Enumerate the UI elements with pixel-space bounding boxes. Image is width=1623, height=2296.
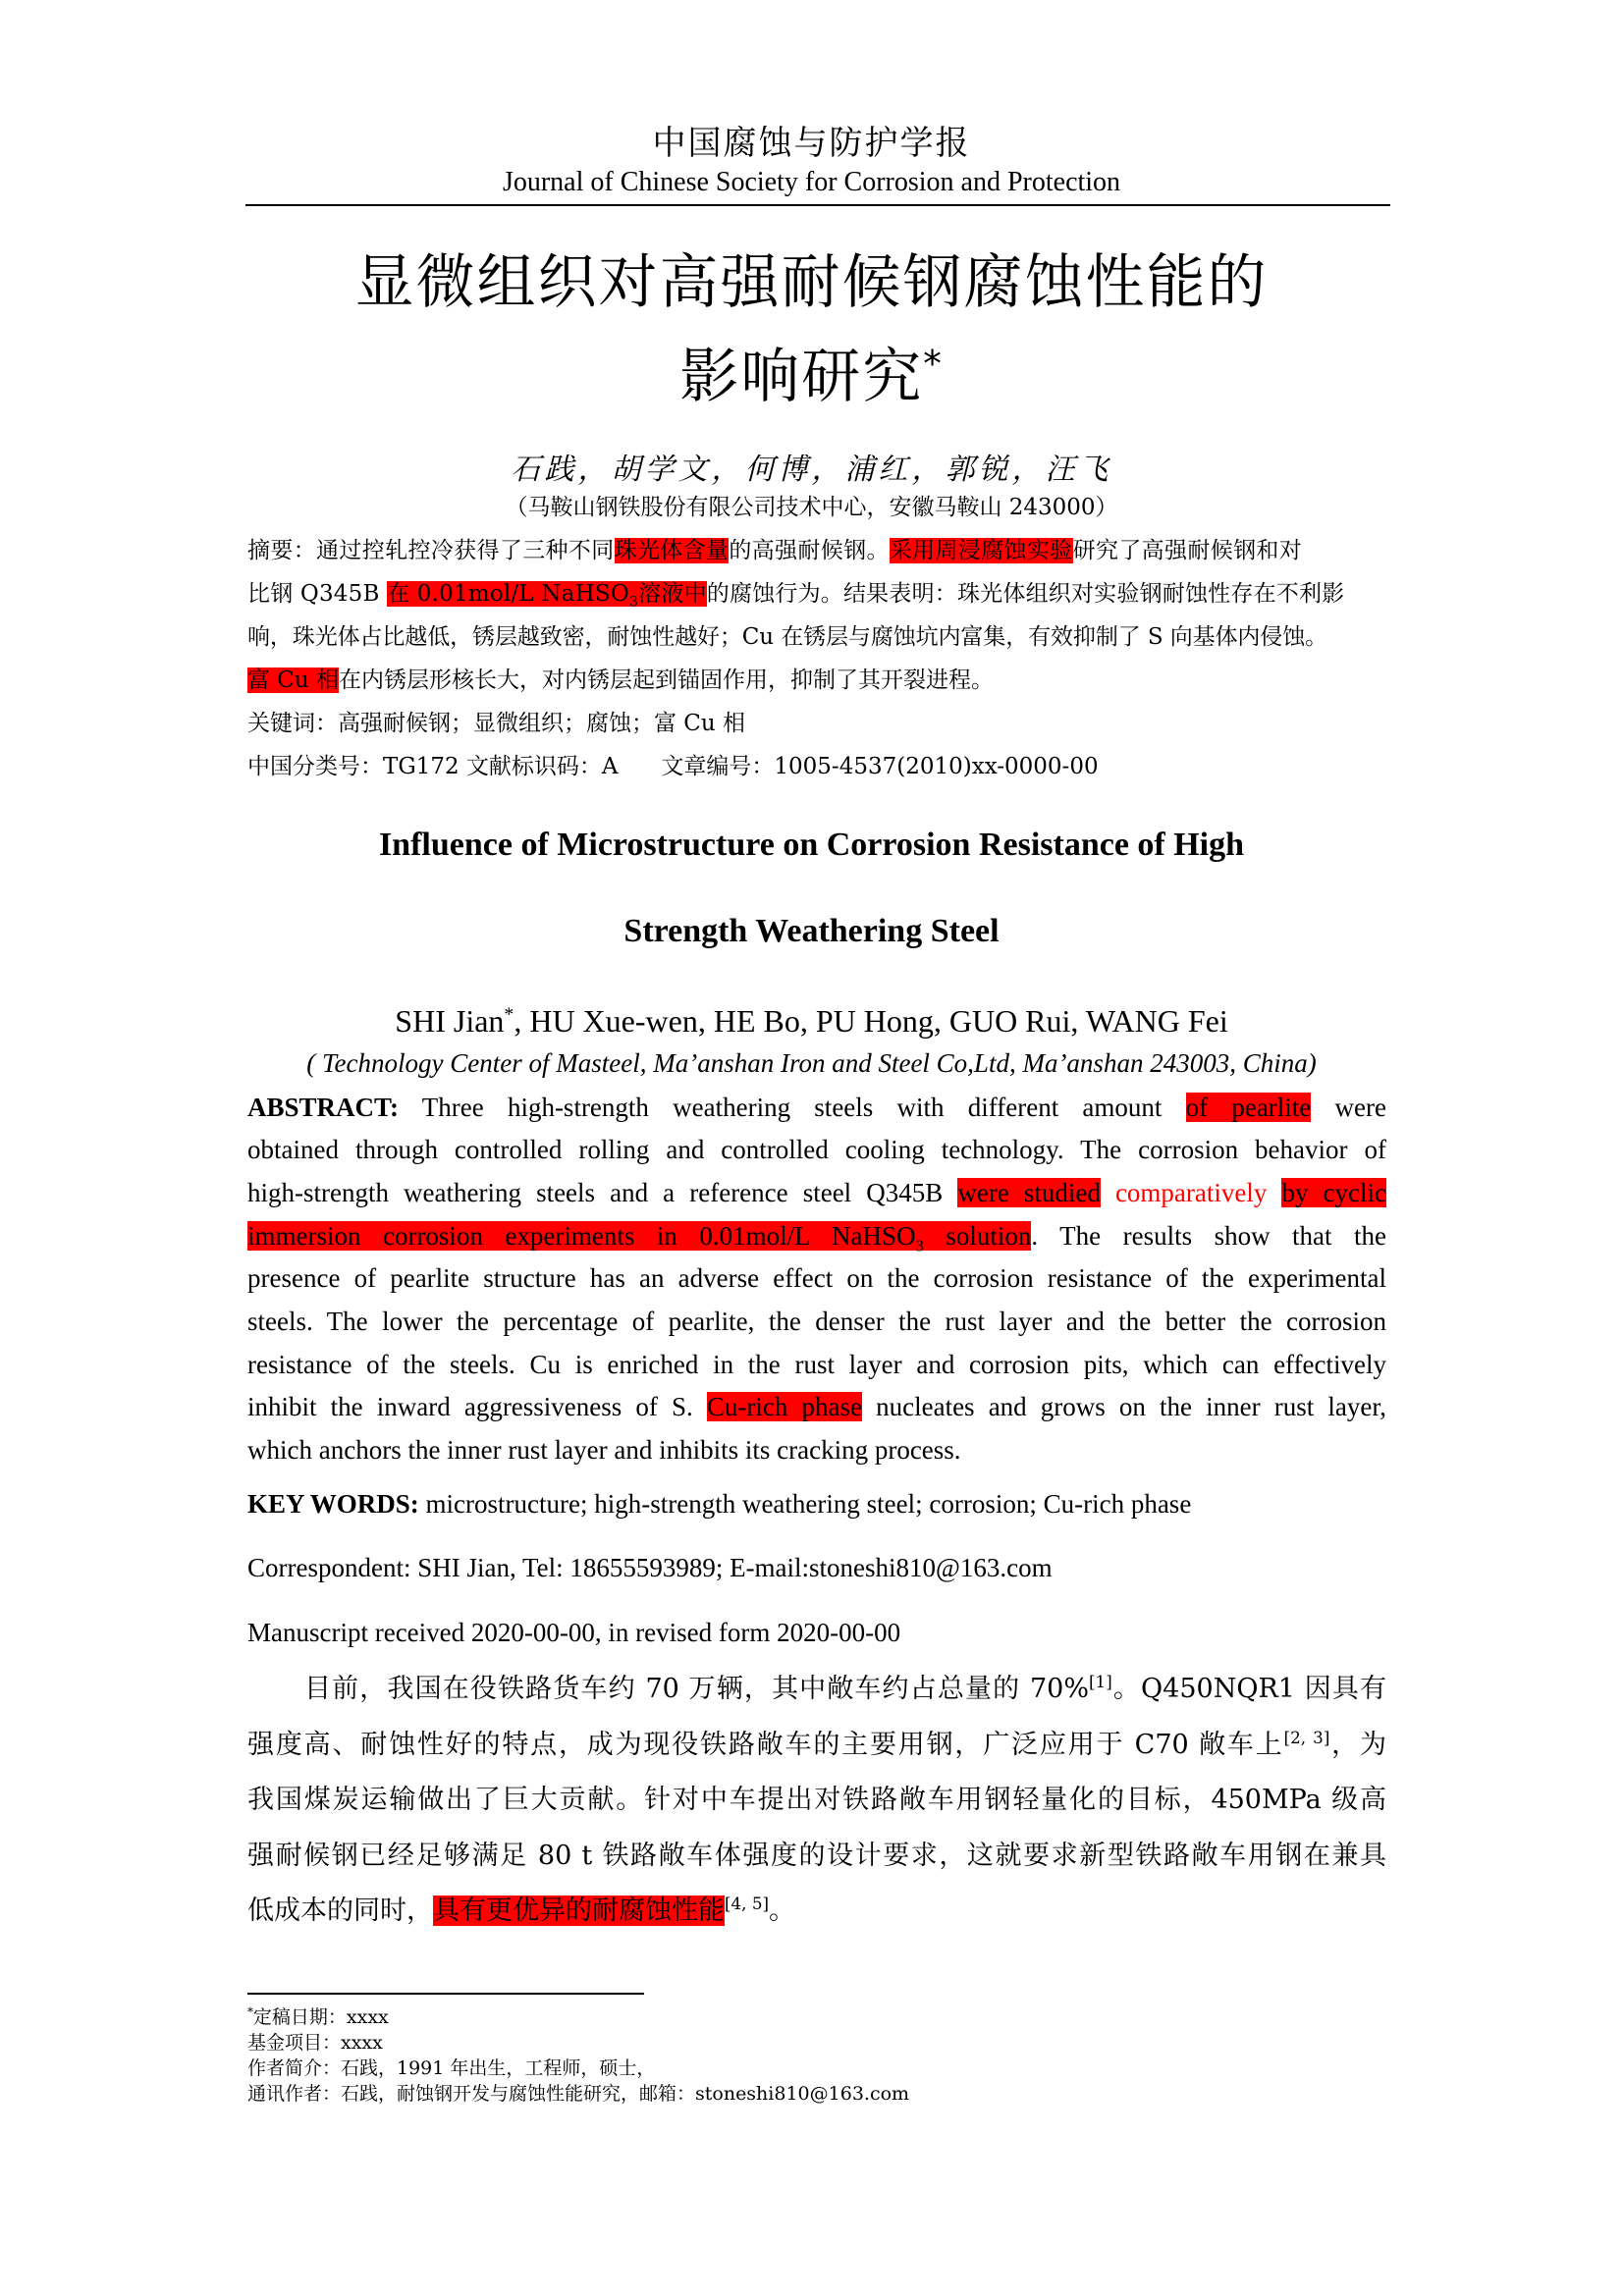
body-line-5 — [247, 1894, 1386, 1929]
keywords-en — [247, 1486, 1386, 1522]
classification-cn: 中国分类号：TG172 文献标识码：A 文章编号：1005-4537(2010)xx-0000-00 — [247, 754, 1099, 779]
citation-ref: [1] — [1089, 1672, 1112, 1691]
highlight-corrosion-performance: 具有更优异的耐腐蚀性能 — [433, 1896, 725, 1926]
citation-ref: [4, 5] — [725, 1894, 769, 1913]
highlight-of-pearlite: of pearlite — [1185, 1093, 1312, 1122]
highlight-text: solution — [923, 1221, 1032, 1251]
body-line-4: 强耐候钢已经足够满足 80 t 铁路敞车体强度的设计要求，这就要求新型铁路敞车用钢在兼具 — [247, 1841, 1386, 1871]
abstract-cn-line-4 — [247, 666, 1386, 695]
body-text: 。 — [769, 1896, 795, 1926]
authors-rest: , HU Xue-wen, HE Bo, PU Hong, GUO Rui, WANG Fei — [514, 1003, 1228, 1039]
title-footnote-mark: * — [923, 342, 944, 385]
abstract-cn-text: 的腐蚀行为。结果表明：珠光体组织对实验钢耐蚀性存在不利影 — [706, 581, 1345, 607]
abstract-en-text: Three high-strength weathering steels with different amount — [399, 1093, 1186, 1122]
footnote-text: 定稿日期：xxxx — [252, 2006, 389, 2028]
footnote-mark: * — [247, 2004, 253, 2019]
citation-ref: [2, 3] — [1283, 1728, 1330, 1747]
abstract-cn-text: 比钢 Q345B — [247, 581, 388, 607]
footnote-funding: 基金项目：xxxx — [247, 2032, 383, 2054]
abstract-cn-line-1 — [247, 536, 1386, 565]
abstract-en-line-7: resistance of the steels. Cu is enriched in the rust layer and corrosion pits, which can effectively — [247, 1350, 1386, 1379]
abstract-en-text: high-strength weathering steels and a reference steel Q345B — [247, 1178, 958, 1207]
journal-name-en: Journal of Chinese Society for Corrosion and Protection — [502, 167, 1121, 197]
abstract-en-text: nucleates and grows on the inner rust layer, — [862, 1392, 1386, 1421]
red-text-comparatively: comparatively — [1100, 1178, 1282, 1207]
body-text: 低成本的同时， — [247, 1896, 433, 1926]
abstract-en-text: . The results show that the — [1031, 1221, 1387, 1251]
author-first: SHI Jian — [395, 1003, 505, 1039]
title-en-line-1: Influence of Microstructure on Corrosion Resistance of High — [378, 827, 1245, 863]
abstract-en-line-2: obtained through controlled rolling and controlled cooling technology. The corrosion behavior of — [247, 1135, 1386, 1164]
abstract-en-line-4 — [247, 1218, 1386, 1254]
abstract-en-line-5: presence of pearlite structure has an adverse effect on the corrosion resistance of the experimental — [247, 1263, 1386, 1293]
abstract-en-text: were — [1311, 1093, 1386, 1122]
highlight-pearlite-content: 珠光体含量 — [614, 538, 730, 563]
abstract-en-line-9: which anchors the inner rust layer and inhibits its cracking process. — [247, 1435, 961, 1465]
highlight-cu-rich-phase: Cu-rich phase — [706, 1392, 862, 1421]
footnote-corresponding-author: 通讯作者：石践，耐蚀钢开发与腐蚀性能研究，邮箱：stoneshi810@163.com — [247, 2083, 910, 2105]
title-cn-line-1: 显微组织对高强耐候钢腐蚀性能的 — [354, 248, 1269, 317]
body-text: 强度高、耐蚀性好的特点，成为现役铁路敞车的主要用钢，广泛应用于 C70 敞车上 — [247, 1730, 1284, 1760]
abstract-en-line-3 — [247, 1175, 1386, 1210]
journal-name-cn: 中国腐蚀与防护学报 — [652, 124, 971, 163]
abstract-cn-text: 在内锈层形核长大，对内锈层起到锚固作用，抑制了其开裂进程。 — [339, 667, 995, 693]
subscript-3: 3 — [915, 1236, 924, 1255]
highlight-cyclic-immersion: 采用周浸腐蚀实验 — [889, 538, 1073, 563]
abstract-cn-line-3: 响，珠光体占比越低，锈层越致密，耐蚀性越好；Cu 在锈层与腐蚀坑内富集，有效抑制了 S 向基体内侵蚀。 — [247, 624, 1328, 650]
affiliation-cn: （马鞍山钢铁股份有限公司技术中心，安徽马鞍山 243000） — [505, 495, 1118, 520]
keywords-text: microstructure; high-strength weathering steel; corrosion; Cu-rich phase — [418, 1489, 1192, 1519]
highlight-text: immersion corrosion experiments in 0.01mol/L NaHSO — [247, 1221, 916, 1251]
highlight-by-cyclic: by cyclic — [1281, 1178, 1386, 1207]
title-cn-line-2 — [0, 330, 1623, 414]
highlight-cu-rich-phase-cn: 富 Cu 相 — [247, 667, 340, 693]
affiliation-en: ( Technology Center of Masteel, Ma’anshan Iron and Steel Co,Ltd, Ma’anshan 243003, China) — [306, 1048, 1317, 1078]
manuscript-received: Manuscript received 2020-00-00, in revised form 2020-00-00 — [247, 1618, 901, 1647]
solution-formula: 在 0.01mol/L NaHSO — [387, 581, 629, 607]
title-en-line-2: Strength Weathering Steel — [623, 913, 1000, 949]
body-text: ，为 — [1329, 1730, 1386, 1760]
keywords-label: KEY WORDS: — [247, 1489, 419, 1519]
highlight-were-studied: were studied — [957, 1178, 1101, 1207]
keywords-cn: 关键词：高强耐候钢；显微组织；腐蚀；富 Cu 相 — [247, 711, 746, 736]
highlight-solution-cn — [387, 581, 707, 611]
abstract-en-line-1 — [247, 1090, 1386, 1125]
correspondent: Correspondent: SHI Jian, Tel: 18655593989; E-mail:stoneshi810@163.com — [247, 1553, 1053, 1582]
abstract-cn-text: 的高强耐候钢。 — [729, 538, 890, 563]
abstract-en-line-6: steels. The lower the percentage of pearlite, the denser the rust layer and the better the corrosion — [247, 1307, 1386, 1336]
solution-suffix: 溶液中 — [638, 581, 707, 607]
subscript-3: 3 — [628, 594, 639, 611]
body-line-1 — [247, 1672, 1386, 1707]
abstract-label: ABSTRACT: — [247, 1093, 400, 1122]
body-line-3: 我国煤炭运输做出了巨大贡献。针对中车提出对铁路敞车用钢轻量化的目标，450MPa 级高 — [247, 1785, 1386, 1815]
authors-en — [0, 1003, 1623, 1040]
footnote-received-date — [247, 2005, 1386, 2029]
abstract-cn-text: 研究了高强耐候钢和对 — [1072, 538, 1303, 563]
abstract-en-text: inhibit the inward aggressiveness of S. — [247, 1392, 707, 1421]
abstract-cn-line-2 — [247, 579, 1386, 609]
abstract-cn-text: 摘要：通过控轧控冷获得了三种不同 — [247, 538, 615, 563]
body-text: 。Q450NQR1 因具有 — [1111, 1674, 1386, 1704]
body-line-2 — [247, 1728, 1386, 1763]
highlight-immersion-experiments — [247, 1221, 1032, 1255]
footnote-divider — [247, 1993, 644, 1995]
authors-cn: 石践，胡学文，何博，浦红，郭锐，汪飞 — [511, 453, 1112, 487]
title-cn-line-2-text: 影响研究 — [679, 343, 924, 411]
abstract-en-line-8 — [247, 1389, 1386, 1424]
footnote-author-bio: 作者简介：石践，1991 年出生，工程师，硕士， — [247, 2057, 656, 2079]
header-divider — [245, 204, 1390, 206]
body-text: 目前，我国在役铁路货车约 70 万辆，其中敞车约占总量的 70% — [304, 1674, 1090, 1704]
corresponding-mark: * — [504, 1003, 514, 1026]
